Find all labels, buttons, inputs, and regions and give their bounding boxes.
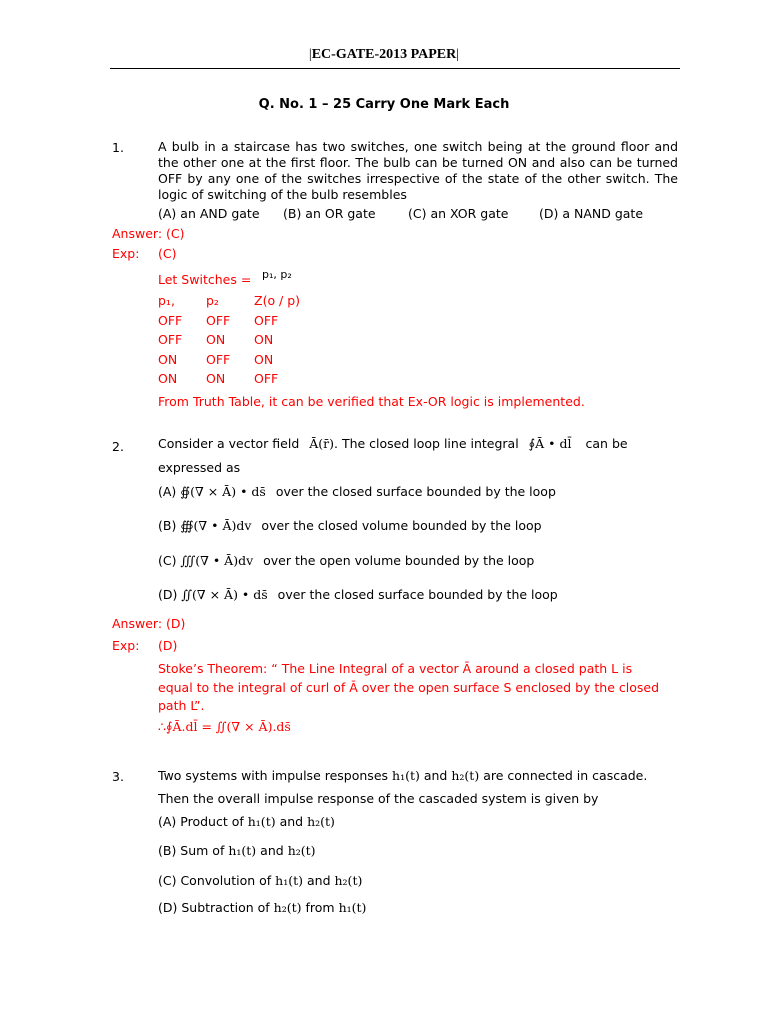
q3-option-mid: and — [306, 873, 331, 888]
q3-option-m1: h₁(t) — [247, 814, 276, 829]
table-row — [158, 332, 300, 352]
q3-option-a — [158, 814, 335, 829]
q2-option-desc: over the open volume bounded by the loop — [263, 553, 535, 568]
q2-text-d: expressed as — [158, 460, 241, 475]
q2-option-label: (A) — [158, 484, 177, 499]
q1-exp-label: Exp: — [112, 246, 140, 261]
q2-option-desc: over the closed surface bounded by the loop — [277, 587, 558, 602]
q3-option-d — [158, 900, 366, 915]
section-title: Q. No. 1 – 25 Carry One Mark Each — [258, 97, 510, 112]
q2-option-d — [158, 587, 558, 602]
q3-option-m2: h₂(t) — [334, 873, 363, 888]
q3-option-label: (D) Subtraction of — [158, 900, 270, 915]
q2-number: 2. — [112, 439, 124, 454]
q2-option-desc: over the closed volume bounded by the loop — [261, 518, 542, 533]
q3-option-mid: and — [260, 843, 284, 858]
q1-number: 1. — [112, 140, 124, 155]
q1-option-a: (A) an AND gate — [158, 206, 260, 221]
table-cell: OFF — [158, 332, 183, 347]
q3-option-label: (C) Convolution of — [158, 873, 272, 888]
header-bar-right: | — [456, 47, 460, 62]
header-title: EC-GATE-2013 PAPER — [311, 47, 457, 62]
q2-option-label: (C) — [158, 553, 177, 568]
table-cell: ON — [206, 332, 226, 347]
q1-answer: Answer: (C) — [112, 226, 185, 241]
q3-option-c — [158, 873, 362, 888]
page-header — [0, 47, 768, 63]
q2-option-label: (D) — [158, 587, 178, 602]
q3-h2: h₂(t) — [451, 768, 480, 783]
q3-option-m1: h₂(t) — [273, 900, 302, 915]
table-cell: ON — [206, 371, 226, 386]
q3-line1-a: Two systems with impulse responses — [158, 768, 389, 783]
q3-option-label: (B) Sum of — [158, 843, 225, 858]
q3-option-mid: from — [305, 900, 335, 915]
q1-text: A bulb in a staircase has two switches, one switch being at the ground floor and the other one at the first floor. The bulb can be turned ON and also can be turned OFF by any one of the switches irrespective of the state of the other switch. The logic of switching of the bulb resembles — [158, 139, 678, 202]
q2-line1 — [158, 436, 678, 451]
q2-text-b: . The closed loop line integral — [334, 436, 519, 451]
q2-option-label: (B) — [158, 518, 177, 533]
q2-stoke-line1: Stoke’s Theorem: “ The Line Integral of a vector Ā around a closed path L is — [158, 661, 633, 676]
table-cell: ON — [158, 351, 178, 367]
q1-switch-vars: p₁, p₂ — [262, 268, 292, 281]
q2-integral: ∮Ā • dl̄ — [528, 436, 572, 451]
q1-option-d: (D) a NAND gate — [539, 206, 644, 221]
header-bar-left: | — [308, 47, 312, 62]
q2-stoke-line2: equal to the integral of curl of Ā over the open surface S enclosed by the closed — [158, 680, 660, 695]
table-row — [158, 371, 300, 391]
q2-stoke-line3: path L”. — [158, 698, 205, 713]
table-cell: OFF — [254, 312, 279, 328]
header-rule — [110, 68, 680, 69]
q3-option-m2: h₂(t) — [307, 814, 335, 829]
q1-option-b: (B) an OR gate — [283, 206, 376, 221]
q3-option-m2: h₂(t) — [287, 843, 316, 858]
table-header-row — [158, 293, 300, 313]
q2-option-math: ∰(∇ • Ā)dv — [180, 518, 252, 533]
q2-text-c: can be — [585, 436, 628, 451]
table-cell: ON — [254, 332, 274, 347]
table-row — [158, 313, 300, 333]
q2-answer: Answer: (D) — [112, 616, 186, 631]
q2-option-b — [158, 518, 542, 533]
table-header-cell: p₁, — [158, 293, 175, 308]
q1-exp-value: (C) — [158, 246, 177, 261]
q2-text-a: Consider a vector field — [158, 436, 300, 451]
q2-option-desc: over the closed surface bounded by the loop — [275, 484, 556, 499]
table-row — [158, 352, 300, 372]
q3-line2: Then the overall impulse response of the cascaded system is given by — [158, 791, 599, 806]
q3-option-label: (A) Product of — [158, 814, 244, 829]
q3-option-m1: h₁(t) — [275, 873, 303, 888]
q2-exp-label: Exp: — [112, 638, 140, 653]
q2-stoke-formula: ∴∮Ā.dl̄ = ∬(∇ × Ā).ds̄ — [158, 719, 291, 734]
q3-line1-b: and — [423, 768, 448, 783]
table-cell: OFF — [158, 312, 183, 328]
q1-conclusion: From Truth Table, it can be verified that Ex-OR logic is implemented. — [158, 394, 585, 409]
q3-line1-c: are connected in cascade. — [483, 768, 648, 783]
q2-option-a — [158, 484, 556, 499]
q2-option-math: ∯(∇ × Ā) • ds̄ — [180, 484, 266, 499]
q2-option-math: ∬(∇ × Ā) • ds̄ — [181, 587, 268, 602]
q2-exp-value: (D) — [158, 638, 178, 653]
q3-number: 3. — [112, 769, 124, 784]
q3-option-mid: and — [279, 814, 304, 829]
q3-option-m1: h₁(t) — [228, 843, 257, 858]
q3-line1 — [158, 768, 680, 783]
q3-option-b — [158, 843, 316, 858]
q1-truth-table — [158, 293, 300, 391]
table-cell: ON — [158, 371, 178, 386]
table-header-cell: p₂ — [206, 293, 219, 308]
table-header-cell: Z(o / p) — [254, 293, 301, 308]
q2-field: Ā(r̄) — [309, 436, 334, 451]
table-cell: ON — [254, 351, 274, 367]
table-cell: OFF — [206, 351, 231, 367]
table-cell: OFF — [206, 312, 231, 328]
q1-let-switches: Let Switches = — [158, 272, 252, 287]
q2-option-math: ∭(∇ • Ā)dv — [180, 553, 254, 568]
q3-option-m2: h₁(t) — [338, 900, 367, 915]
q1-option-c: (C) an XOR gate — [408, 206, 509, 221]
q2-option-c — [158, 553, 534, 568]
table-cell: OFF — [254, 371, 279, 386]
q3-h1: h₁(t) — [392, 768, 420, 783]
